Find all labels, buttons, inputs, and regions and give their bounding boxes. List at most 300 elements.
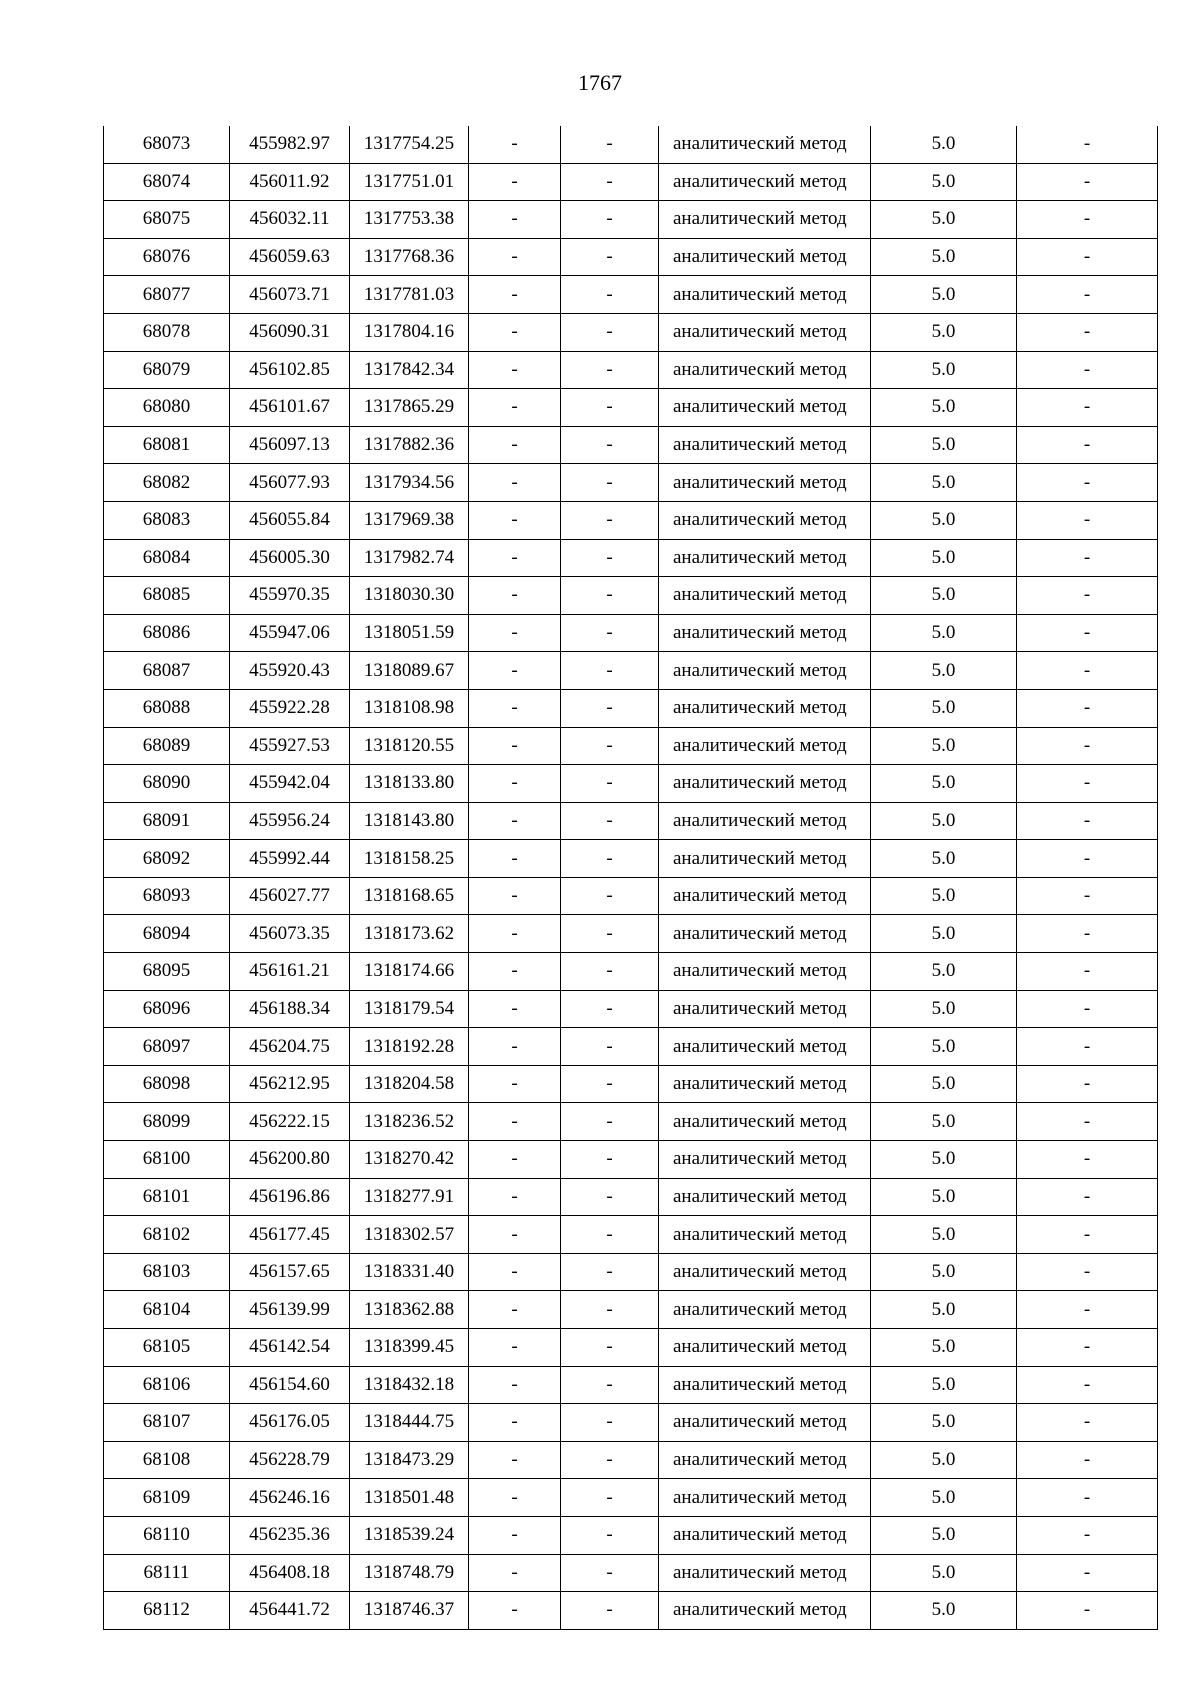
cell-y-coordinate: 1317754.25 xyxy=(350,126,469,163)
cell-accuracy: 5.0 xyxy=(871,163,1017,201)
cell-x-coordinate: 455956.24 xyxy=(230,802,350,840)
cell-col-8-value: - xyxy=(1017,238,1158,276)
cell-point-number: 68099 xyxy=(104,1103,230,1141)
cell-col-5-value: - xyxy=(561,464,659,502)
cell-method: аналитический метод xyxy=(659,539,871,577)
table-row xyxy=(104,727,1158,765)
cell-point-number: 68102 xyxy=(104,1216,230,1254)
cell-y-coordinate: 1318399.45 xyxy=(350,1329,469,1367)
cell-col-8-value: - xyxy=(1017,351,1158,389)
cell-col-5-value: - xyxy=(561,126,659,163)
cell-point-number: 68088 xyxy=(104,689,230,727)
cell-accuracy: 5.0 xyxy=(871,501,1017,539)
cell-col-8-value: - xyxy=(1017,126,1158,163)
cell-accuracy: 5.0 xyxy=(871,1404,1017,1442)
table-row xyxy=(104,351,1158,389)
cell-col-5-value: - xyxy=(561,351,659,389)
cell-x-coordinate: 456101.67 xyxy=(230,389,350,427)
cell-method: аналитический метод xyxy=(659,1479,871,1517)
cell-point-number: 68079 xyxy=(104,351,230,389)
table-row xyxy=(104,577,1158,615)
cell-accuracy: 5.0 xyxy=(871,389,1017,427)
cell-col-8-value: - xyxy=(1017,577,1158,615)
cell-y-coordinate: 1318143.80 xyxy=(350,802,469,840)
table-row xyxy=(104,163,1158,201)
cell-point-number: 68089 xyxy=(104,727,230,765)
cell-method: аналитический метод xyxy=(659,802,871,840)
cell-col-8-value: - xyxy=(1017,1441,1158,1479)
cell-accuracy: 5.0 xyxy=(871,1441,1017,1479)
cell-y-coordinate: 1318168.65 xyxy=(350,877,469,915)
cell-x-coordinate: 455947.06 xyxy=(230,614,350,652)
cell-method: аналитический метод xyxy=(659,126,871,163)
cell-col-5-value: - xyxy=(561,1441,659,1479)
cell-y-coordinate: 1317934.56 xyxy=(350,464,469,502)
cell-col-4-value: - xyxy=(469,1141,561,1179)
cell-y-coordinate: 1318331.40 xyxy=(350,1253,469,1291)
cell-accuracy: 5.0 xyxy=(871,1592,1017,1630)
cell-col-4-value: - xyxy=(469,1441,561,1479)
cell-y-coordinate: 1318270.42 xyxy=(350,1141,469,1179)
cell-col-5-value: - xyxy=(561,1479,659,1517)
cell-col-4-value: - xyxy=(469,1366,561,1404)
cell-col-8-value: - xyxy=(1017,953,1158,991)
cell-method: аналитический метод xyxy=(659,689,871,727)
cell-method: аналитический метод xyxy=(659,1554,871,1592)
cell-col-4-value: - xyxy=(469,539,561,577)
cell-method: аналитический метод xyxy=(659,1178,871,1216)
cell-accuracy: 5.0 xyxy=(871,464,1017,502)
cell-method: аналитический метод xyxy=(659,1103,871,1141)
cell-col-4-value: - xyxy=(469,464,561,502)
cell-method: аналитический метод xyxy=(659,464,871,502)
cell-col-8-value: - xyxy=(1017,1404,1158,1442)
cell-y-coordinate: 1318501.48 xyxy=(350,1479,469,1517)
table-row xyxy=(104,426,1158,464)
cell-accuracy: 5.0 xyxy=(871,1329,1017,1367)
cell-y-coordinate: 1317751.01 xyxy=(350,163,469,201)
cell-method: аналитический метод xyxy=(659,163,871,201)
cell-col-4-value: - xyxy=(469,1516,561,1554)
cell-col-5-value: - xyxy=(561,840,659,878)
table-row xyxy=(104,990,1158,1028)
cell-col-8-value: - xyxy=(1017,652,1158,690)
cell-accuracy: 5.0 xyxy=(871,1178,1017,1216)
cell-point-number: 68090 xyxy=(104,765,230,803)
cell-x-coordinate: 456027.77 xyxy=(230,877,350,915)
cell-point-number: 68078 xyxy=(104,313,230,351)
cell-col-8-value: - xyxy=(1017,689,1158,727)
table-row xyxy=(104,1141,1158,1179)
cell-col-8-value: - xyxy=(1017,1592,1158,1630)
cell-accuracy: 5.0 xyxy=(871,539,1017,577)
cell-x-coordinate: 456441.72 xyxy=(230,1592,350,1630)
cell-point-number: 68082 xyxy=(104,464,230,502)
cell-y-coordinate: 1318174.66 xyxy=(350,953,469,991)
cell-point-number: 68104 xyxy=(104,1291,230,1329)
cell-x-coordinate: 456005.30 xyxy=(230,539,350,577)
table-row xyxy=(104,689,1158,727)
cell-y-coordinate: 1317982.74 xyxy=(350,539,469,577)
cell-accuracy: 5.0 xyxy=(871,877,1017,915)
cell-col-8-value: - xyxy=(1017,765,1158,803)
cell-x-coordinate: 456011.92 xyxy=(230,163,350,201)
cell-col-8-value: - xyxy=(1017,802,1158,840)
cell-point-number: 68073 xyxy=(104,126,230,163)
cell-col-5-value: - xyxy=(561,1028,659,1066)
cell-x-coordinate: 456139.99 xyxy=(230,1291,350,1329)
table-row xyxy=(104,238,1158,276)
cell-point-number: 68086 xyxy=(104,614,230,652)
cell-x-coordinate: 456059.63 xyxy=(230,238,350,276)
cell-method: аналитический метод xyxy=(659,990,871,1028)
cell-accuracy: 5.0 xyxy=(871,313,1017,351)
table-row xyxy=(104,539,1158,577)
cell-point-number: 68091 xyxy=(104,802,230,840)
cell-point-number: 68103 xyxy=(104,1253,230,1291)
cell-col-5-value: - xyxy=(561,689,659,727)
cell-col-5-value: - xyxy=(561,163,659,201)
cell-method: аналитический метод xyxy=(659,1329,871,1367)
cell-point-number: 68106 xyxy=(104,1366,230,1404)
cell-y-coordinate: 1318302.57 xyxy=(350,1216,469,1254)
cell-point-number: 68112 xyxy=(104,1592,230,1630)
cell-method: аналитический метод xyxy=(659,1592,871,1630)
cell-point-number: 68085 xyxy=(104,577,230,615)
cell-col-5-value: - xyxy=(561,1216,659,1254)
cell-col-4-value: - xyxy=(469,426,561,464)
cell-method: аналитический метод xyxy=(659,1253,871,1291)
cell-method: аналитический метод xyxy=(659,577,871,615)
cell-y-coordinate: 1318133.80 xyxy=(350,765,469,803)
cell-x-coordinate: 456176.05 xyxy=(230,1404,350,1442)
cell-col-8-value: - xyxy=(1017,276,1158,314)
cell-col-5-value: - xyxy=(561,1178,659,1216)
cell-col-5-value: - xyxy=(561,501,659,539)
cell-x-coordinate: 456102.85 xyxy=(230,351,350,389)
cell-y-coordinate: 1317865.29 xyxy=(350,389,469,427)
cell-y-coordinate: 1317753.38 xyxy=(350,201,469,239)
cell-col-5-value: - xyxy=(561,953,659,991)
cell-accuracy: 5.0 xyxy=(871,990,1017,1028)
cell-x-coordinate: 456408.18 xyxy=(230,1554,350,1592)
cell-method: аналитический метод xyxy=(659,1516,871,1554)
cell-method: аналитический метод xyxy=(659,426,871,464)
cell-accuracy: 5.0 xyxy=(871,1516,1017,1554)
cell-accuracy: 5.0 xyxy=(871,689,1017,727)
cell-col-4-value: - xyxy=(469,1216,561,1254)
cell-accuracy: 5.0 xyxy=(871,426,1017,464)
cell-col-8-value: - xyxy=(1017,614,1158,652)
cell-col-8-value: - xyxy=(1017,1366,1158,1404)
cell-col-8-value: - xyxy=(1017,426,1158,464)
cell-accuracy: 5.0 xyxy=(871,1141,1017,1179)
cell-col-8-value: - xyxy=(1017,1028,1158,1066)
cell-col-4-value: - xyxy=(469,1178,561,1216)
cell-col-5-value: - xyxy=(561,1141,659,1179)
cell-col-4-value: - xyxy=(469,652,561,690)
cell-x-coordinate: 456246.16 xyxy=(230,1479,350,1517)
table-row xyxy=(104,1366,1158,1404)
cell-y-coordinate: 1318179.54 xyxy=(350,990,469,1028)
cell-col-5-value: - xyxy=(561,577,659,615)
table-row xyxy=(104,1592,1158,1630)
cell-y-coordinate: 1317804.16 xyxy=(350,313,469,351)
cell-col-4-value: - xyxy=(469,802,561,840)
cell-col-5-value: - xyxy=(561,238,659,276)
cell-method: аналитический метод xyxy=(659,201,871,239)
cell-col-8-value: - xyxy=(1017,1554,1158,1592)
cell-point-number: 68107 xyxy=(104,1404,230,1442)
cell-method: аналитический метод xyxy=(659,1291,871,1329)
cell-col-5-value: - xyxy=(561,1329,659,1367)
cell-col-5-value: - xyxy=(561,652,659,690)
cell-col-8-value: - xyxy=(1017,1291,1158,1329)
cell-x-coordinate: 456222.15 xyxy=(230,1103,350,1141)
cell-point-number: 68075 xyxy=(104,201,230,239)
cell-y-coordinate: 1318362.88 xyxy=(350,1291,469,1329)
cell-x-coordinate: 456228.79 xyxy=(230,1441,350,1479)
cell-x-coordinate: 455927.53 xyxy=(230,727,350,765)
table-row xyxy=(104,1065,1158,1103)
cell-y-coordinate: 1317768.36 xyxy=(350,238,469,276)
cell-x-coordinate: 455920.43 xyxy=(230,652,350,690)
cell-point-number: 68093 xyxy=(104,877,230,915)
cell-col-4-value: - xyxy=(469,1479,561,1517)
cell-col-4-value: - xyxy=(469,614,561,652)
cell-col-8-value: - xyxy=(1017,915,1158,953)
table-row xyxy=(104,840,1158,878)
cell-col-8-value: - xyxy=(1017,1216,1158,1254)
cell-y-coordinate: 1318051.59 xyxy=(350,614,469,652)
cell-y-coordinate: 1318204.58 xyxy=(350,1065,469,1103)
table-row xyxy=(104,1291,1158,1329)
cell-col-4-value: - xyxy=(469,577,561,615)
cell-col-5-value: - xyxy=(561,201,659,239)
cell-col-8-value: - xyxy=(1017,727,1158,765)
cell-x-coordinate: 456200.80 xyxy=(230,1141,350,1179)
cell-point-number: 68100 xyxy=(104,1141,230,1179)
cell-accuracy: 5.0 xyxy=(871,802,1017,840)
cell-x-coordinate: 456154.60 xyxy=(230,1366,350,1404)
cell-col-8-value: - xyxy=(1017,877,1158,915)
table-row xyxy=(104,1178,1158,1216)
cell-method: аналитический метод xyxy=(659,614,871,652)
table-row xyxy=(104,1479,1158,1517)
cell-accuracy: 5.0 xyxy=(871,276,1017,314)
cell-x-coordinate: 456188.34 xyxy=(230,990,350,1028)
cell-point-number: 68084 xyxy=(104,539,230,577)
cell-col-8-value: - xyxy=(1017,1516,1158,1554)
cell-method: аналитический метод xyxy=(659,840,871,878)
cell-y-coordinate: 1318748.79 xyxy=(350,1554,469,1592)
cell-method: аналитический метод xyxy=(659,276,871,314)
cell-col-8-value: - xyxy=(1017,163,1158,201)
cell-x-coordinate: 456204.75 xyxy=(230,1028,350,1066)
cell-col-5-value: - xyxy=(561,877,659,915)
table-row xyxy=(104,1441,1158,1479)
table-row xyxy=(104,1554,1158,1592)
cell-accuracy: 5.0 xyxy=(871,238,1017,276)
cell-col-4-value: - xyxy=(469,1103,561,1141)
table-body xyxy=(104,126,1158,1629)
cell-accuracy: 5.0 xyxy=(871,201,1017,239)
cell-accuracy: 5.0 xyxy=(871,1554,1017,1592)
cell-x-coordinate: 456161.21 xyxy=(230,953,350,991)
cell-col-4-value: - xyxy=(469,1554,561,1592)
cell-accuracy: 5.0 xyxy=(871,1216,1017,1254)
cell-accuracy: 5.0 xyxy=(871,1028,1017,1066)
table-row xyxy=(104,1253,1158,1291)
cell-col-5-value: - xyxy=(561,727,659,765)
cell-col-5-value: - xyxy=(561,915,659,953)
cell-col-5-value: - xyxy=(561,426,659,464)
cell-col-4-value: - xyxy=(469,1592,561,1630)
cell-method: аналитический метод xyxy=(659,915,871,953)
cell-col-4-value: - xyxy=(469,1028,561,1066)
table-row xyxy=(104,464,1158,502)
cell-col-8-value: - xyxy=(1017,1329,1158,1367)
cell-col-8-value: - xyxy=(1017,501,1158,539)
table-row xyxy=(104,1404,1158,1442)
cell-col-4-value: - xyxy=(469,1291,561,1329)
cell-accuracy: 5.0 xyxy=(871,652,1017,690)
cell-x-coordinate: 456196.86 xyxy=(230,1178,350,1216)
cell-col-8-value: - xyxy=(1017,201,1158,239)
cell-col-4-value: - xyxy=(469,915,561,953)
cell-col-5-value: - xyxy=(561,990,659,1028)
cell-col-8-value: - xyxy=(1017,840,1158,878)
cell-col-4-value: - xyxy=(469,727,561,765)
cell-method: аналитический метод xyxy=(659,877,871,915)
cell-col-4-value: - xyxy=(469,990,561,1028)
cell-y-coordinate: 1317969.38 xyxy=(350,501,469,539)
cell-point-number: 68076 xyxy=(104,238,230,276)
cell-method: аналитический метод xyxy=(659,238,871,276)
cell-y-coordinate: 1317842.34 xyxy=(350,351,469,389)
table-row xyxy=(104,765,1158,803)
cell-point-number: 68108 xyxy=(104,1441,230,1479)
cell-y-coordinate: 1318746.37 xyxy=(350,1592,469,1630)
cell-y-coordinate: 1318108.98 xyxy=(350,689,469,727)
cell-x-coordinate: 456097.13 xyxy=(230,426,350,464)
cell-accuracy: 5.0 xyxy=(871,126,1017,163)
coordinates-table xyxy=(103,126,1158,1630)
cell-col-5-value: - xyxy=(561,1554,659,1592)
cell-method: аналитический метод xyxy=(659,1141,871,1179)
cell-accuracy: 5.0 xyxy=(871,1103,1017,1141)
cell-y-coordinate: 1318173.62 xyxy=(350,915,469,953)
cell-x-coordinate: 456077.93 xyxy=(230,464,350,502)
cell-x-coordinate: 456090.31 xyxy=(230,313,350,351)
cell-accuracy: 5.0 xyxy=(871,1479,1017,1517)
cell-y-coordinate: 1318089.67 xyxy=(350,652,469,690)
cell-col-4-value: - xyxy=(469,1253,561,1291)
cell-x-coordinate: 456142.54 xyxy=(230,1329,350,1367)
cell-y-coordinate: 1318473.29 xyxy=(350,1441,469,1479)
table-row xyxy=(104,201,1158,239)
cell-accuracy: 5.0 xyxy=(871,727,1017,765)
cell-x-coordinate: 456235.36 xyxy=(230,1516,350,1554)
cell-col-5-value: - xyxy=(561,1291,659,1329)
table-row xyxy=(104,126,1158,163)
cell-col-5-value: - xyxy=(561,614,659,652)
cell-method: аналитический метод xyxy=(659,1404,871,1442)
table-row xyxy=(104,915,1158,953)
table-row xyxy=(104,1329,1158,1367)
cell-col-8-value: - xyxy=(1017,389,1158,427)
cell-method: аналитический метод xyxy=(659,765,871,803)
cell-method: аналитический метод xyxy=(659,652,871,690)
table-row xyxy=(104,1028,1158,1066)
cell-point-number: 68092 xyxy=(104,840,230,878)
cell-x-coordinate: 456073.35 xyxy=(230,915,350,953)
cell-point-number: 68101 xyxy=(104,1178,230,1216)
cell-col-5-value: - xyxy=(561,1516,659,1554)
cell-col-5-value: - xyxy=(561,313,659,351)
cell-x-coordinate: 456212.95 xyxy=(230,1065,350,1103)
cell-col-4-value: - xyxy=(469,1329,561,1367)
cell-accuracy: 5.0 xyxy=(871,915,1017,953)
cell-point-number: 68077 xyxy=(104,276,230,314)
table-row xyxy=(104,313,1158,351)
cell-accuracy: 5.0 xyxy=(871,351,1017,389)
cell-col-5-value: - xyxy=(561,1366,659,1404)
table-row xyxy=(104,1103,1158,1141)
cell-y-coordinate: 1318120.55 xyxy=(350,727,469,765)
cell-col-4-value: - xyxy=(469,163,561,201)
cell-method: аналитический метод xyxy=(659,953,871,991)
cell-col-4-value: - xyxy=(469,877,561,915)
cell-y-coordinate: 1318192.28 xyxy=(350,1028,469,1066)
cell-method: аналитический метод xyxy=(659,313,871,351)
cell-col-4-value: - xyxy=(469,313,561,351)
cell-y-coordinate: 1318444.75 xyxy=(350,1404,469,1442)
cell-x-coordinate: 456055.84 xyxy=(230,501,350,539)
cell-x-coordinate: 455992.44 xyxy=(230,840,350,878)
cell-accuracy: 5.0 xyxy=(871,1065,1017,1103)
cell-method: аналитический метод xyxy=(659,1216,871,1254)
table-row xyxy=(104,652,1158,690)
cell-method: аналитический метод xyxy=(659,1366,871,1404)
cell-point-number: 68081 xyxy=(104,426,230,464)
cell-col-8-value: - xyxy=(1017,1065,1158,1103)
cell-col-4-value: - xyxy=(469,201,561,239)
cell-col-4-value: - xyxy=(469,953,561,991)
cell-y-coordinate: 1317781.03 xyxy=(350,276,469,314)
cell-col-5-value: - xyxy=(561,1404,659,1442)
table-row xyxy=(104,501,1158,539)
cell-col-8-value: - xyxy=(1017,1253,1158,1291)
cell-y-coordinate: 1318236.52 xyxy=(350,1103,469,1141)
cell-col-8-value: - xyxy=(1017,464,1158,502)
table-row xyxy=(104,877,1158,915)
cell-accuracy: 5.0 xyxy=(871,1253,1017,1291)
cell-x-coordinate: 456157.65 xyxy=(230,1253,350,1291)
cell-y-coordinate: 1318277.91 xyxy=(350,1178,469,1216)
cell-point-number: 68087 xyxy=(104,652,230,690)
cell-col-8-value: - xyxy=(1017,313,1158,351)
cell-col-8-value: - xyxy=(1017,1479,1158,1517)
cell-col-4-value: - xyxy=(469,351,561,389)
cell-method: аналитический метод xyxy=(659,389,871,427)
table-row xyxy=(104,1516,1158,1554)
cell-col-5-value: - xyxy=(561,276,659,314)
cell-x-coordinate: 456032.11 xyxy=(230,201,350,239)
cell-point-number: 68097 xyxy=(104,1028,230,1066)
cell-col-4-value: - xyxy=(469,689,561,727)
cell-x-coordinate: 456073.71 xyxy=(230,276,350,314)
